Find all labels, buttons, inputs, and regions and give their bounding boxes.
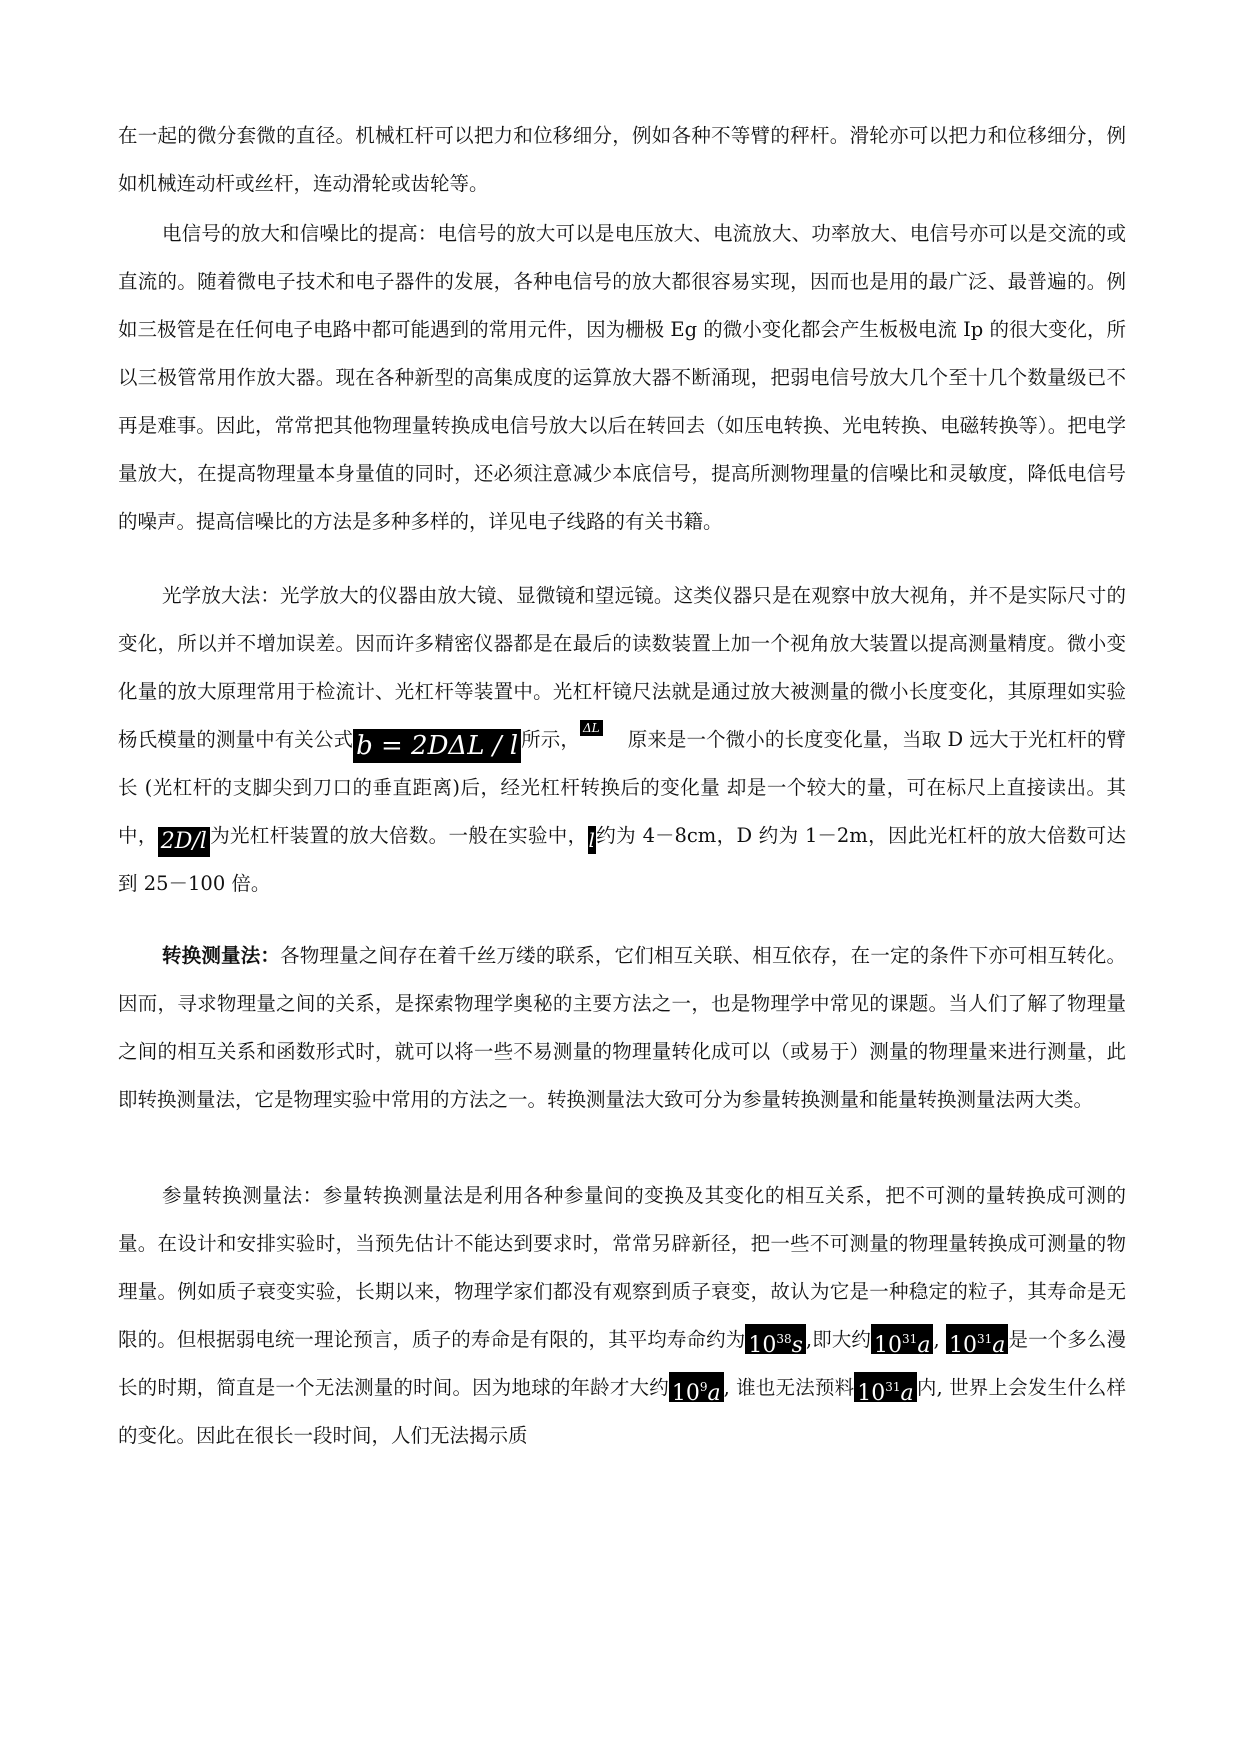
paragraph-optical-amplification [118,572,1126,908]
paragraph-text: 是一个多么漫长的时期，简直是一个无法测量的时间。因为地球的年龄才大约 [118,1328,1126,1399]
paragraph-text: , 谁也无法预料 [723,1376,855,1399]
equation-1e31-years: $10^{31}a$ [854,1372,916,1402]
section-heading: 转换测量法： [162,944,281,967]
paragraph-text: 原来是一个微小的长度变化量，当取 D 远大于光杠杆的臂长 (光杠杆的支脚尖到刀口的垂直距离)后，经光杠杆转换后的变化量 却是一个较大的量，可在标尺上直接读出。其中， [118,728,1126,847]
equation-young-modulus-formula: b = 2DΔL / l [353,729,521,763]
paragraph-text: 参量转换测量法：参量转换测量法是利用各种参量间的变换及其变化的相互关系，把不可测的量转换成可测的量。在设计和安排实验时，当预先估计不能达到要求时，常常另辟新径，把一些不可测量的物理量转换成可测量的物理量。例如质子衰变实验，长期以来，物理学家们都没有观察到质子衰变，故认为它是一种稳定的粒子，其寿命是无限的。但根据弱电统一理论预言，质子的寿命是有限的，其平均寿命约为 [118,1184,1126,1351]
paragraph-text: , [933,1328,946,1351]
paragraph-text: 约为 4－8cm，D 约为 1－2m，因此光杠杆的放大倍数可达到 25－100 倍。 [118,824,1126,895]
paragraph-text: 各物理量之间存在着千丝万缕的联系，它们相互关联、相互依存，在一定的条件下亦可相互转化。因而，寻求物理量之间的关系，是探索物理学奥秘的主要方法之一，也是物理学中常见的课题。当人们了解了物理量之间的相互关系和函数形式时，就可以将一些不易测量的物理量转化成可以（或易于）测量的物理量来进行测量，此即转换测量法，它是物理实验中常用的方法之一。转换测量法大致可分为参量转换测量和能量转换测量法两大类。 [118,944,1126,1111]
equation-magnification-factor: 2D/l [158,827,210,857]
paragraph-text: 内, 世界上会发生什么样的变化。因此在很长一段时间，人们无法揭示质 [118,1376,1126,1447]
paragraph-parameter-conversion [118,1172,1126,1460]
paragraph-electrical-amplification [118,210,1126,546]
paragraph-conversion-measurement [118,932,1126,1124]
equation-1e31-years: $10^{31}a$ [946,1324,1008,1354]
paragraph-text: 所示， [521,728,580,751]
paragraph-text: 电信号的放大和信噪比的提高：电信号的放大可以是电压放大、电流放大、功率放大、电信号亦可以是交流的或直流的。随着微电子技术和电子器件的发展，各种电信号的放大都很容易实现，因而也是用的最广泛、最普遍的。例如三极管是在任何电子电路中都可能遇到的常用元件，因为栅极 Eg 的微小变化都会产生板极电流 Ip 的很大变化，所以三极管常用作放大器。现在各种新型的高集成度的运算放大器不断涌现，把弱电信号放大几个至十几个数量级已不再是难事。因此，常常把其他物理量转换成电信号放大以后在转回去（如压电转换、光电转换、电磁转换等）。把电学量放大，在提高物理量本身量值的同时，还必须注意减少本底信号，提高所测物理量的信噪比和灵敏度，降低电信号的噪声。提高信噪比的方法是多种多样的，详见电子线路的有关书籍。 [118,222,1126,533]
equation-1e38-seconds: $10^{38}s$ [745,1324,806,1354]
paragraph-text: 为光杠杆装置的放大倍数。一般在实验中， [209,824,588,847]
paragraph-text: ,即大约 [805,1328,872,1351]
equation-l-symbol: l [588,828,595,852]
paragraph-text: 在一起的微分套微的直径。机械杠杆可以把力和位移细分，例如各种不等臂的秤杆。滑轮亦可以把力和位移细分，例如机械连动杆或丝杆，连动滑轮或齿轮等。 [118,124,1126,195]
equation-1e9-years: $10^9a$ [669,1372,724,1402]
paragraph-mechanical-amplification [118,112,1126,208]
paragraph-text: 光学放大法：光学放大的仪器由放大镜、显微镜和望远镜。这类仪器只是在观察中放大视角，并不是实际尺寸的变化，所以并不增加误差。因而许多精密仪器都是在最后的读数装置上加一个视角放大装置以提高测量精度。微小变化量的放大原理常用于检流计、光杠杆等装置中。光杠杆镜尺法就是通过放大被测量的微小长度变化，其原理如实验杨氏模量的测量中有关公式 [118,584,1126,751]
equation-delta-l: ΔL [580,720,603,736]
equation-1e31-years: $10^{31}a$ [871,1324,933,1354]
